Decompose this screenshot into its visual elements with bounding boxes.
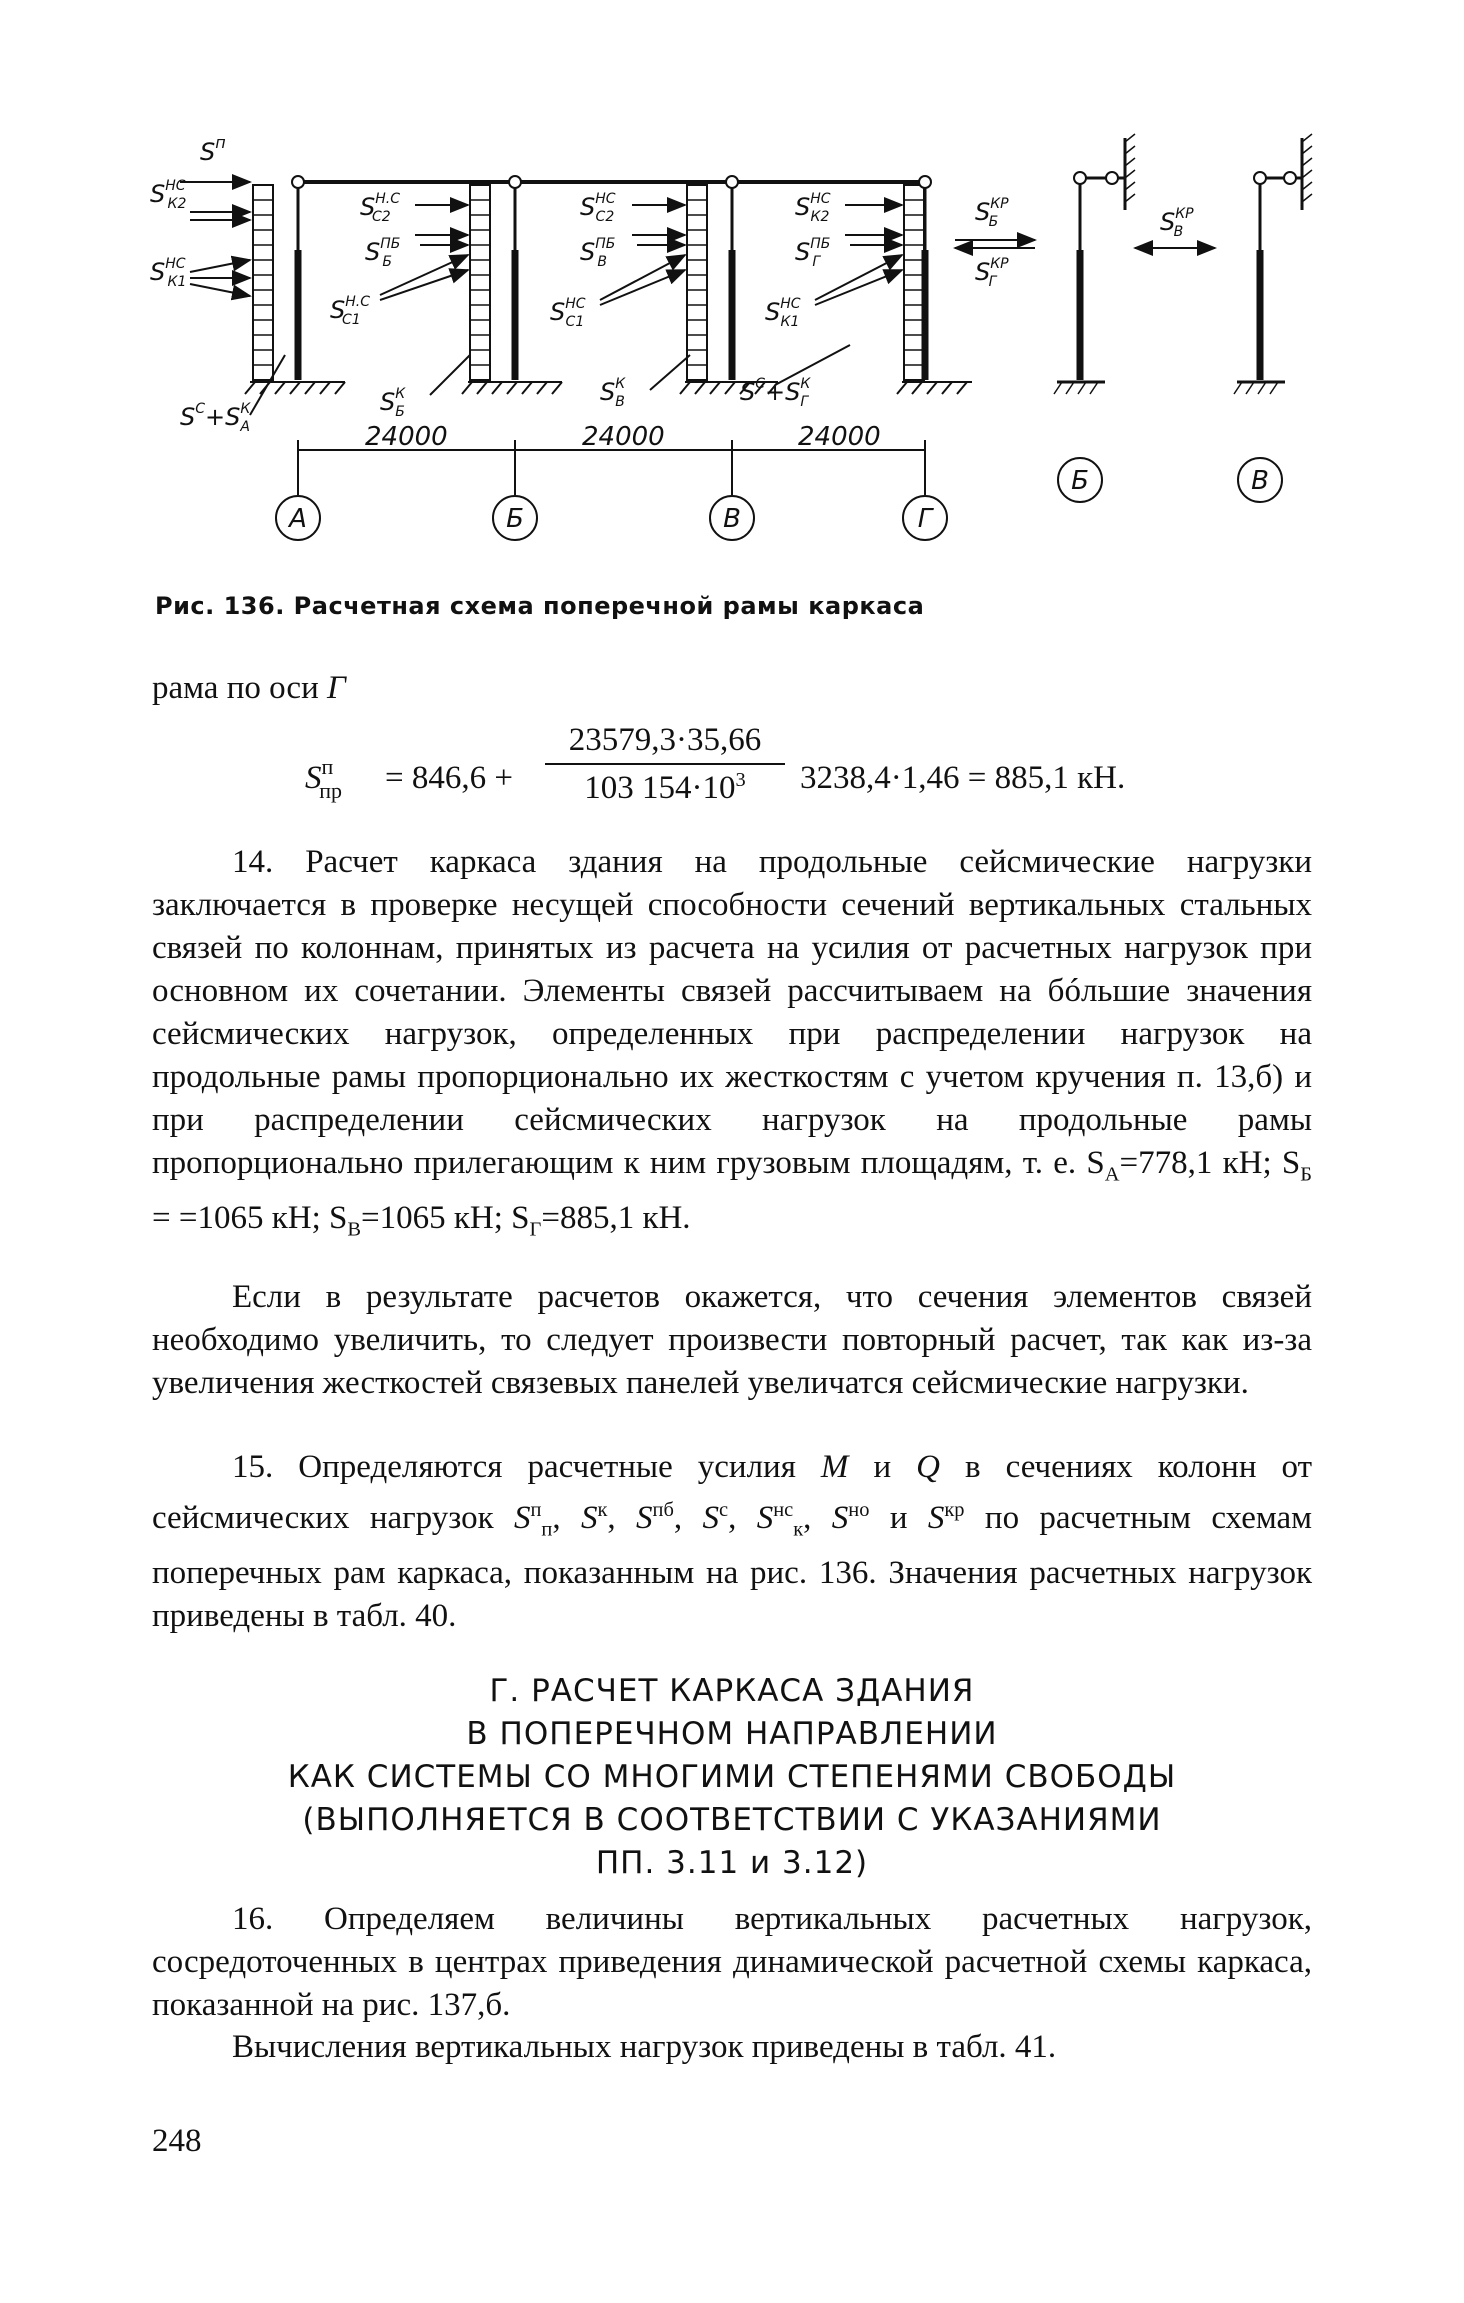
section-heading xyxy=(152,1670,1312,1885)
label-s-a: $S^С+S^К$ А xyxy=(180,401,251,435)
label-kr-b: $S^{КР}$ Б xyxy=(975,196,1009,230)
paragraph-if: Если в результате расчетов окажется, что сечения элементов связей необходимо увеличить, то следует произвести повторный расчет, так как из-за увеличения жесткостей связевых панелей увеличатся сейсмические нагрузки. xyxy=(152,1279,1312,1401)
heading-line-5: ПП. 3.11 и 3.12) xyxy=(595,1845,869,1881)
paragraph-16: 16. Определяем величины вертикальных расчетных нагрузок, сосредоточенных в центрах приведения динамической расчетной схемы каркаса, показанной на рис. 137,б. xyxy=(152,1901,1312,2023)
column-lower-parts xyxy=(298,250,925,380)
span-dimensions xyxy=(365,422,881,452)
frame-scheme-figure xyxy=(150,120,1330,575)
dim-1: 24000 xyxy=(365,422,448,452)
axis-v: В xyxy=(723,504,741,534)
side-arrows xyxy=(955,240,1215,248)
label-pb-v: $S^{ПБ}$ В xyxy=(580,236,616,270)
label-pb-b: $S^{ПБ}$ Б xyxy=(365,236,401,270)
frame-scheme-drawing xyxy=(150,120,1330,575)
label-k2-g: $S^{НС}$ К2 xyxy=(795,191,831,225)
paragraph-calc: Вычисления вертикальных нагрузок приведены в табл. 41. xyxy=(232,2029,1057,2065)
label-c2-b: $S^{Н.С}$ С2 xyxy=(360,191,400,225)
formula-lhs: $S^п_{пр}$ xyxy=(305,754,343,803)
label-k1-g: $S^{НС}$ К1 xyxy=(765,296,801,330)
formula-tail: 3238,4·1,46 = 885,1 кН. xyxy=(800,760,1126,796)
axis-labels xyxy=(287,466,1269,534)
page-number: 248 xyxy=(152,2123,202,2159)
formula-denominator: 103 $154\cdot 10^3$ xyxy=(545,763,785,807)
dim-2: 24000 xyxy=(582,422,665,452)
axis-side-b: Б xyxy=(1071,466,1089,496)
label-c2-v: $S^{НС}$ С2 xyxy=(580,191,616,225)
label-k-b: $S^К$ Б xyxy=(380,386,406,420)
heading-line-4: (ВЫПОЛНЯЕТСЯ В СООТВЕТСТВИИ С УКАЗАНИЯМИ xyxy=(302,1802,1162,1838)
label-k-v: $S^К$ В xyxy=(600,376,626,410)
formula-numerator: 23579,3·35,66 xyxy=(568,722,762,758)
axis-b: Б xyxy=(506,504,524,534)
heading-line-2: В ПОПЕРЕЧНОМ НАПРАВЛЕНИИ xyxy=(466,1716,998,1752)
label-c-g: $S^С+S^К$ Г xyxy=(740,376,811,410)
side-columns-lower xyxy=(1080,250,1260,380)
label-c1-v: $S^{НС}$ С1 xyxy=(550,296,586,330)
formula xyxy=(305,722,1305,832)
formula-eq: = 846,6 + xyxy=(385,760,513,796)
axis-side-v: В xyxy=(1251,466,1269,496)
dim-3: 24000 xyxy=(798,422,881,452)
axis-a: А xyxy=(289,504,307,534)
heading-line-3: КАК СИСТЕМЫ СО МНОГИМИ СТЕПЕНЯМИ СВОБОДЫ xyxy=(287,1759,1177,1795)
side-hatching xyxy=(1054,134,1312,394)
label-pb-g: $S^{ПБ}$ Г xyxy=(795,236,831,270)
label-c1-b: $S^{Н.С}$ С1 xyxy=(330,294,370,328)
label-s-k1: $S^{НС}$ К1 xyxy=(150,256,187,290)
load-labels xyxy=(150,133,1194,435)
intro-line: рама по оси Г xyxy=(152,670,346,706)
axis-circles xyxy=(276,458,1282,540)
label-kr-g: $S^{КР}$ Г xyxy=(975,256,1009,290)
paragraph-15: 15. Определяются расчетные усилия M и Q в сечениях колонн от сейсмических нагрузок $S^п_п$, $S^к$, $S^{пб}$, $S^с$, $S^{нс}_к$, $S^{но}$ и $S^{кр}$ по расчетным схемам поперечных рам каркаса, показанным на рис. 136. Значения расчетных нагрузок приведены в табл. 40. xyxy=(152,1449,1313,1634)
side-hinges xyxy=(1074,172,1296,184)
heading-line-1: Г. РАСЧЕТ КАРКАСА ЗДАНИЯ xyxy=(489,1673,975,1709)
label-s-p: $S^п$ xyxy=(200,133,226,166)
formula-fraction xyxy=(545,722,785,807)
label-kr-v: $S^{КР}$ В xyxy=(1160,206,1194,240)
label-s-k2: $S^{НС}$ К2 xyxy=(150,178,187,212)
figure-caption: Рис. 136. Расчетная схема поперечной рамы каркаса xyxy=(155,592,925,620)
paragraph-14: 14. Расчет каркаса здания на продольные сейсмические нагрузки заключается в проверке несущей способности сечений вертикальных стальных связей по колоннам, принятых из расчета на усилия от расчетных нагрузок при основном их сочетании. Элементы связей рассчитываем на бóльшие значения сейсмических нагрузок, определенных при распределении нагрузок на продольные рамы пропорционально их жесткостям с учетом кручения п. 13,б) и при распределении сейсмических нагрузок на продольные рамы пропорционально прилегающим к ним грузовым площадям, т. е. $S_А=778,1$ кН; $S_Б = =1065$ кН; $S_В=1065$ кН; $S_Г=885,1$ кН. xyxy=(152,844,1312,1241)
axis-g: Г xyxy=(917,504,933,534)
